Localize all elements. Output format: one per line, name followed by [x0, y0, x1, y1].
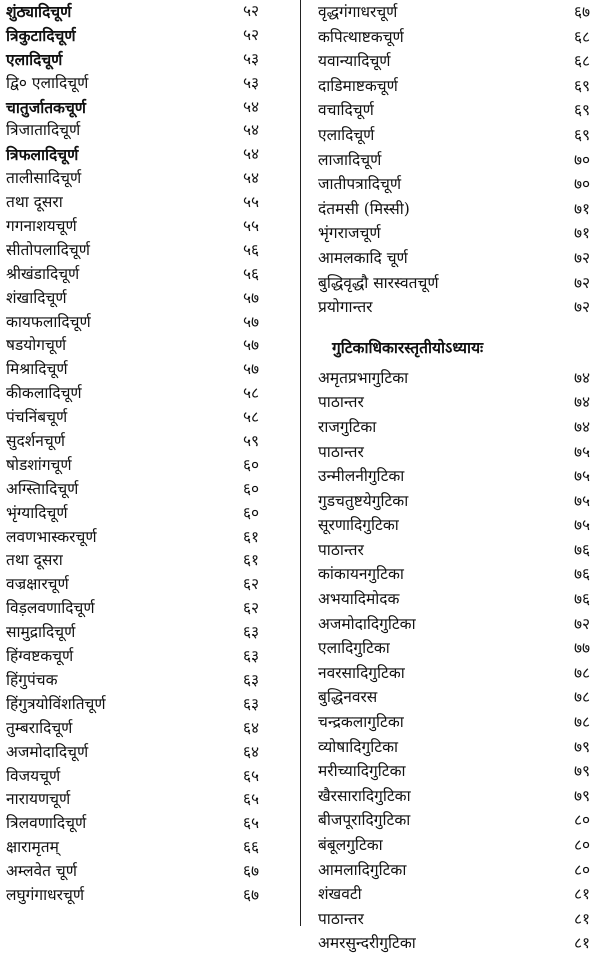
toc-entry	[6, 263, 274, 287]
toc-entry	[312, 0, 600, 25]
toc-entry-title: त्रिकुटादिचूर्ण	[6, 25, 76, 45]
toc-entry-title: आमलादिगुटिका	[318, 860, 407, 879]
toc-entry-title: हिंग्वष्टकचूर्ण	[6, 647, 74, 666]
toc-entry-page-number: ७१	[574, 224, 591, 243]
toc-entry-title: शंखादिचूर्ण	[6, 288, 67, 307]
toc-entry-title: तालीसादिचूर्ण	[6, 169, 82, 188]
toc-entry-title: पाठान्तर	[318, 442, 364, 461]
toc-entry-page-number: ५६	[243, 264, 260, 283]
toc-entry-title: सूरणादिगुटिका	[318, 516, 399, 535]
toc-entry-page-number: ७४	[574, 417, 591, 436]
toc-entry-page-number: ५८	[243, 384, 260, 403]
toc-entry-page-number: ७५	[574, 516, 591, 535]
toc-entry	[6, 430, 274, 454]
toc-entry-title: लघुगंगाधरचूर्ण	[6, 885, 85, 904]
toc-entry-page-number: ५९	[243, 432, 260, 451]
toc-entry-page-number: ६९	[574, 125, 591, 144]
toc-entry-title: बुद्धिनवरस	[318, 688, 378, 707]
toc-entry-page-number: ६१	[243, 551, 260, 570]
toc-entry	[6, 549, 274, 573]
toc-entry-page-number: ७२	[574, 614, 591, 633]
toc-entry-page-number: ६५	[243, 814, 260, 833]
toc-entry-page-number: ७६	[574, 590, 591, 609]
toc-entry-title: पाठान्तर	[318, 909, 364, 928]
toc-entry-title: यवान्यादिचूर्ण	[318, 52, 391, 71]
toc-entry-title: नारायणचूर्ण	[6, 790, 71, 809]
toc-entry	[6, 860, 274, 884]
toc-entry-page-number: ५८	[243, 408, 260, 427]
toc-entry	[6, 287, 274, 311]
toc-entry-page-number: ६६	[243, 838, 260, 857]
toc-entry	[312, 587, 600, 612]
toc-entry	[6, 382, 274, 406]
toc-entry-title: सामुद्रादिचूर्ण	[6, 623, 76, 642]
toc-entry	[312, 735, 600, 760]
toc-entry-page-number: ७९	[574, 786, 591, 805]
toc-entry-page-number: ७८	[574, 663, 591, 682]
toc-entry-title: एलादिगुटिका	[318, 639, 390, 658]
toc-entry	[6, 358, 274, 382]
toc-entry-title: दंतमसी (मिस्सी)	[318, 199, 410, 218]
toc-entry	[312, 123, 600, 148]
section-heading: गुटिकाधिकारस्तृतीयोऽध्यायः	[332, 337, 484, 357]
toc-entry-title: हिंगुपंचक	[6, 670, 58, 689]
toc-entry	[6, 215, 274, 239]
toc-entry	[6, 478, 274, 502]
toc-entry-title: लवणभास्करचूर्ण	[6, 527, 97, 546]
toc-entry	[6, 836, 274, 860]
toc-entry-page-number: ५७	[243, 360, 260, 379]
left-column	[6, 0, 274, 908]
toc-entry-title: श्रीखंडादिचूर्ण	[6, 264, 80, 283]
toc-entry-page-number: ६४	[243, 742, 260, 761]
toc-entry-page-number: ५७	[243, 288, 260, 307]
toc-entry-title: अमृतप्रभागुटिका	[318, 368, 409, 387]
toc-entry-page-number: ६०	[243, 503, 260, 522]
toc-entry-page-number: ७८	[574, 713, 591, 732]
toc-entry	[312, 710, 600, 735]
toc-entry-title: तुम्बरादिचूर्ण	[6, 718, 73, 737]
toc-entry	[6, 191, 274, 215]
column-divider	[300, 0, 301, 926]
toc-entry-title: प्रयोगान्तर	[318, 298, 373, 317]
toc-entry	[6, 788, 274, 812]
toc-entry-page-number: ५५	[243, 217, 260, 236]
toc-entry	[6, 48, 274, 72]
right-column-top-list	[312, 0, 600, 320]
toc-entry	[312, 808, 600, 833]
toc-entry	[312, 221, 600, 246]
toc-entry-title: अभयादिमोदक	[318, 590, 400, 609]
toc-entry	[312, 882, 600, 907]
toc-entry-page-number: ६७	[243, 862, 260, 881]
toc-entry-page-number: ६०	[243, 479, 260, 498]
toc-entry	[312, 931, 600, 956]
toc-entry-page-number: ६९	[574, 101, 591, 120]
toc-entry-page-number: ७६	[574, 565, 591, 584]
toc-entry-page-number: ६७	[574, 3, 591, 21]
toc-entry-title: गगनाशयचूर्ण	[6, 217, 77, 236]
toc-entry	[6, 72, 274, 96]
toc-entry	[6, 693, 274, 717]
toc-entry-title: चन्द्रकलागुटिका	[318, 713, 404, 732]
toc-entry-title: लाजादिचूर्ण	[318, 150, 382, 169]
toc-entry-page-number: ६४	[243, 718, 260, 737]
toc-entry	[6, 669, 274, 693]
toc-entry-page-number: ५२	[243, 25, 260, 44]
toc-entry-title: वचादिचूर्ण	[318, 101, 374, 120]
toc-entry	[312, 25, 600, 50]
toc-entry-page-number: ७५	[574, 467, 591, 486]
toc-entry	[312, 271, 600, 296]
toc-entry-title: दाडिमाष्टकचूर्ण	[318, 76, 398, 95]
toc-entry-title: षडयोगचूर्ण	[6, 336, 67, 355]
toc-entry-title: षोडशांगचूर्ण	[6, 455, 72, 474]
toc-entry-title: विजयचूर्ण	[6, 766, 61, 785]
toc-entry-page-number: ५४	[243, 121, 260, 140]
toc-entry	[312, 489, 600, 514]
toc-entry	[6, 454, 274, 478]
toc-entry	[6, 573, 274, 597]
toc-entry-page-number: ६७	[243, 885, 260, 904]
toc-entry	[6, 334, 274, 358]
toc-entry-page-number: ५२	[243, 2, 260, 20]
toc-entry-title: तथा दूसरा	[6, 551, 63, 570]
toc-entry	[6, 119, 274, 143]
toc-entry-title: अजमोदादिचूर्ण	[6, 742, 89, 761]
toc-entry-page-number: ७४	[574, 368, 591, 387]
toc-entry-title: बुद्धिवृद्धौ सारस्वतचूर्ण	[318, 273, 439, 292]
toc-entry	[312, 612, 600, 637]
toc-entry-page-number: ६३	[243, 647, 260, 666]
toc-entry	[312, 858, 600, 883]
toc-entry	[312, 685, 600, 710]
toc-entry-page-number: ६२	[243, 575, 260, 594]
toc-entry-title: वज्रक्षारचूर्ण	[6, 575, 69, 594]
toc-entry	[6, 96, 274, 120]
toc-entry-title: अम्लवेत चूर्ण	[6, 862, 77, 881]
toc-entry	[312, 295, 600, 320]
toc-entry-page-number: ७२	[574, 248, 591, 267]
toc-entry	[312, 366, 600, 391]
toc-entry-page-number: ८०	[574, 836, 591, 854]
toc-entry	[312, 759, 600, 784]
toc-entry-title: अग्स्तिादिचूर्ण	[6, 479, 79, 498]
toc-entry-title: हिंगुत्रयोविंशतिचूर्ण	[6, 694, 106, 713]
toc-entry	[6, 884, 274, 908]
toc-entry	[6, 812, 274, 836]
toc-entry-title: नवरसादिगुटिका	[318, 663, 405, 682]
toc-entry-page-number: ८१	[574, 885, 591, 904]
toc-entry-title: व्योषादिगुटिका	[318, 737, 398, 756]
toc-entry-page-number: ६८	[574, 52, 591, 71]
toc-entry-title: शुंठ्यादिचूर्ण	[6, 2, 72, 21]
toc-entry-title: जातीपत्रादिचूर्ण	[318, 175, 402, 194]
toc-entry-title: तथा दूसरा	[6, 193, 63, 212]
toc-entry-page-number: ८०	[574, 860, 591, 879]
toc-entry-page-number: ८०	[574, 811, 591, 830]
toc-entry-title: वृद्धगंगाधरचूर्ण	[318, 3, 398, 21]
toc-entry-page-number: ७१	[574, 199, 591, 218]
toc-entry	[312, 661, 600, 686]
right-column-bottom-list	[312, 366, 600, 956]
toc-entry-title: विड़लवणादिचूर्ण	[6, 599, 95, 618]
toc-entry-page-number: ७४	[574, 393, 591, 412]
toc-entry	[6, 526, 274, 550]
toc-entry-page-number: ५३	[243, 49, 260, 68]
toc-entry-page-number: ७९	[574, 762, 591, 781]
toc-entry-page-number: ७५	[574, 442, 591, 461]
toc-entry-page-number: ६९	[574, 76, 591, 95]
toc-entry-title: आमलकादि चूर्ण	[318, 248, 408, 267]
toc-entry	[312, 390, 600, 415]
toc-entry-title: त्रिफलादिचूर्ण	[6, 145, 79, 165]
toc-entry-page-number: ५४	[243, 145, 260, 164]
toc-entry	[312, 907, 600, 932]
toc-entry	[312, 538, 600, 563]
toc-entry-title: सीतोपलादिचूर्ण	[6, 240, 90, 259]
toc-entry-title: भृंग्यादिचूर्ण	[6, 503, 68, 522]
toc-entry-page-number: ७६	[574, 540, 591, 559]
toc-entry-page-number: ७५	[574, 491, 591, 510]
toc-entry-title: राजगुटिका	[318, 417, 377, 436]
toc-entry-page-number: ६५	[243, 766, 260, 785]
toc-entry-page-number: ७७	[574, 639, 591, 658]
right-column	[312, 0, 600, 956]
toc-entry-page-number: ६५	[243, 790, 260, 809]
toc-entry-page-number: ८१	[574, 934, 591, 953]
toc-entry-page-number: ७८	[574, 688, 591, 707]
toc-entry-title: मरीच्यादिगुटिका	[318, 762, 406, 781]
toc-entry-page-number: ६८	[574, 27, 591, 46]
toc-entry-title: भृंगराजचूर्ण	[318, 224, 381, 243]
toc-entry-page-number: ५३	[243, 73, 260, 92]
toc-entry	[6, 167, 274, 191]
toc-entry-page-number: ६३	[243, 694, 260, 713]
toc-entry-page-number: ६३	[243, 670, 260, 689]
toc-entry-page-number: ५७	[243, 312, 260, 331]
toc-entry-page-number: ६१	[243, 527, 260, 546]
toc-entry-title: पाठान्तर	[318, 393, 364, 412]
toc-entry-page-number: ७२	[574, 273, 591, 292]
toc-entry-page-number: ५७	[243, 336, 260, 355]
toc-entry-title: पंचनिंबचूर्ण	[6, 408, 68, 427]
toc-entry	[6, 765, 274, 789]
toc-entry-title: कीकलादिचूर्ण	[6, 384, 82, 403]
toc-entry	[6, 741, 274, 765]
toc-entry-page-number: ६०	[243, 455, 260, 474]
toc-entry	[6, 0, 274, 24]
toc-entry	[6, 406, 274, 430]
toc-entry-title: अमरसुन्दरीगुटिका	[318, 934, 416, 953]
toc-entry-title: बंबूलगुटिका	[318, 836, 383, 854]
toc-entry-page-number: ५५	[243, 193, 260, 212]
toc-entry-title: त्रिजातादिचूर्ण	[6, 121, 81, 140]
toc-entry	[312, 246, 600, 271]
toc-entry-title: सुदर्शनचूर्ण	[6, 432, 65, 451]
toc-entry	[6, 645, 274, 669]
toc-entry	[6, 717, 274, 741]
toc-entry	[6, 621, 274, 645]
toc-entry-title: एलादिचूर्ण	[6, 49, 63, 69]
toc-entry	[312, 197, 600, 222]
toc-entry	[312, 464, 600, 489]
toc-entry	[6, 502, 274, 526]
toc-entry-title: मिश्रादिचूर्ण	[6, 360, 68, 379]
toc-entry	[312, 172, 600, 197]
toc-entry-page-number: ६२	[243, 599, 260, 618]
toc-entry-title: अजमोदादिगुटिका	[318, 614, 416, 633]
toc-entry-page-number: ६३	[243, 623, 260, 642]
toc-entry-page-number: ७०	[574, 175, 591, 194]
toc-entry	[312, 415, 600, 440]
toc-entry	[312, 636, 600, 661]
toc-entry-page-number: ५४	[243, 169, 260, 188]
toc-entry	[312, 513, 600, 538]
toc-entry-title: बीजपूरादिगुटिका	[318, 811, 411, 830]
toc-entry-page-number: ५६	[243, 240, 260, 259]
toc-entry-title: गुडचतुष्टयेगुटिका	[318, 491, 409, 510]
toc-entry	[312, 74, 600, 99]
toc-entry-title: कांकायनगुटिका	[318, 565, 404, 584]
toc-entry	[312, 440, 600, 465]
toc-entry	[312, 98, 600, 123]
toc-entry	[6, 143, 274, 167]
toc-entry	[6, 24, 274, 48]
section-heading-row	[312, 320, 600, 366]
toc-entry-page-number: ७०	[574, 150, 591, 169]
toc-entry	[6, 239, 274, 263]
toc-entry	[312, 833, 600, 858]
toc-entry-title: एलादिचूर्ण	[318, 125, 375, 144]
toc-entry	[6, 597, 274, 621]
toc-entry-page-number: ५४	[243, 97, 260, 116]
toc-entry-title: पाठान्तर	[318, 540, 364, 559]
toc-entry	[6, 311, 274, 335]
toc-entry-title: द्वि० एलादिचूर्ण	[6, 73, 89, 92]
toc-entry-page-number: ७९	[574, 737, 591, 756]
toc-entry-title: चातुर्जातकचूर्ण	[6, 97, 86, 117]
toc-entry-title: कायफलादिचूर्ण	[6, 312, 91, 331]
toc-entry-page-number: ८१	[574, 909, 591, 928]
toc-entry-title: उन्मीलनीगुटिका	[318, 467, 405, 486]
toc-entry-title: क्षारामृतम्	[6, 838, 59, 857]
toc-entry	[312, 562, 600, 587]
toc-entry	[312, 148, 600, 173]
toc-entry	[312, 49, 600, 74]
toc-entry-title: शंखवटी	[318, 885, 362, 904]
toc-entry-title: त्रिलवणादिचूर्ण	[6, 814, 87, 833]
toc-entry-title: कपित्थाष्टकचूर्ण	[318, 27, 404, 46]
toc-entry-page-number: ७२	[574, 298, 591, 317]
toc-entry	[312, 784, 600, 809]
toc-entry-title: खैरसारादिगुटिका	[318, 786, 411, 805]
